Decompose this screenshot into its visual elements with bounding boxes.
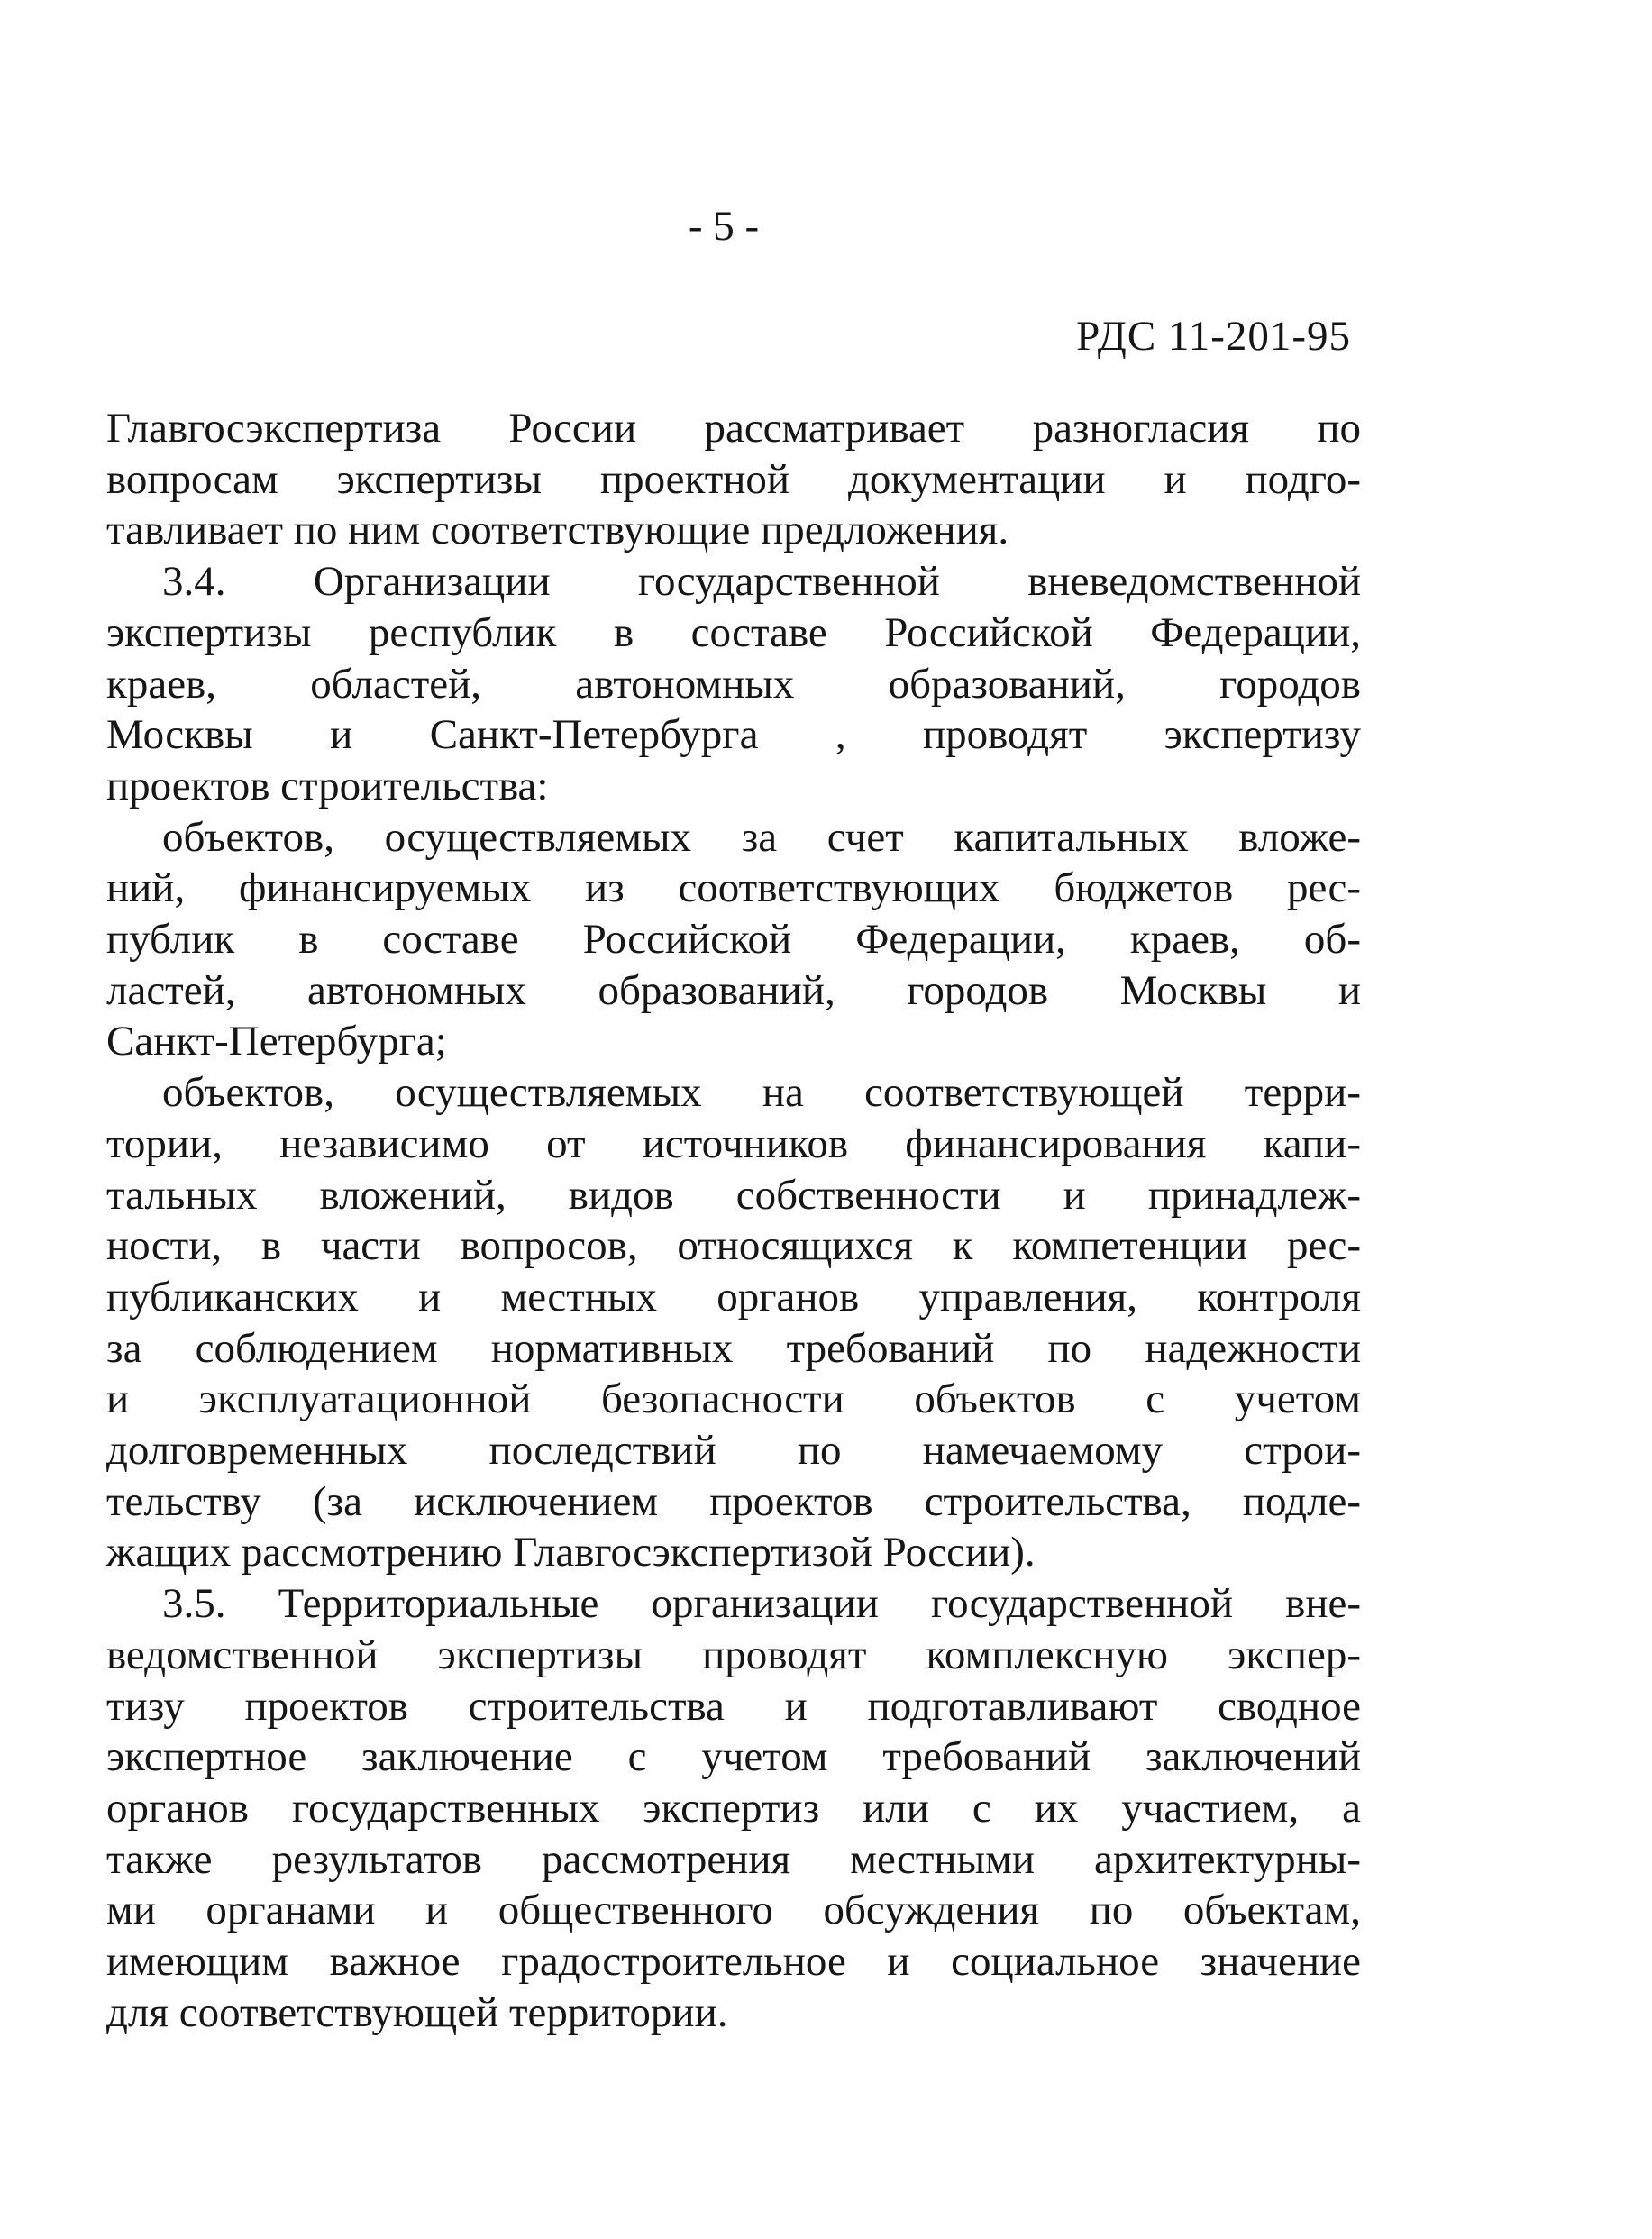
text-line: публик в составе Российской Федерации, краев, об- <box>106 916 1361 964</box>
text-line: Главгосэкспертиза России рассматривает разногласия по <box>106 405 1361 452</box>
text-line: проектов строительства: <box>106 762 549 809</box>
text-line: 3.4. Организации государственной вневедомственной <box>162 558 1361 606</box>
text-line: объектов, осуществляемых за счет капитальных вложе- <box>162 813 1361 861</box>
text-line: тизу проектов строительства и подготавливают сводное <box>106 1682 1361 1730</box>
text-line: Москвы и Санкт-Петербурга , проводят экспертизу <box>106 711 1361 759</box>
text-line: ластей, автономных образований, городов Москвы и <box>106 966 1361 1014</box>
text-line: ности, в части вопросов, относящихся к компетенции рес- <box>106 1222 1361 1270</box>
text-line: публиканских и местных органов управления, контроля <box>106 1273 1361 1321</box>
text-line: экспертизы республик в составе Российской Федерации, <box>106 608 1361 656</box>
text-line: тавливает по ним соответствующие предложения. <box>106 507 1009 554</box>
text-line: ний, финансируемых из соответствующих бюджетов рес- <box>106 864 1361 912</box>
text-line: тельству (за исключением проектов строительства, подле- <box>106 1477 1361 1525</box>
text-line: тории, независимо от источников финансирования капи- <box>106 1120 1361 1167</box>
text-line: также результатов рассмотрения местными архитектурны- <box>106 1835 1361 1883</box>
text-line: долговременных последствий по намечаемому строи- <box>106 1427 1361 1475</box>
document-code: РДС 11-201-95 <box>1076 313 1351 360</box>
text-line: 3.5. Территориальные организации государственной вне- <box>162 1580 1361 1628</box>
page-number: - 5 - <box>688 203 760 250</box>
text-line: и эксплуатационной безопасности объектов с учетом <box>106 1375 1361 1423</box>
text-line: органов государственных экспертиз или с их участием, а <box>106 1784 1361 1832</box>
text-line: экспертное заключение с учетом требований заключений <box>106 1733 1361 1781</box>
text-line: краев, областей, автономных образований, городов <box>106 660 1361 708</box>
text-line: ми органами и общественного обсуждения по объектам, <box>106 1887 1361 1934</box>
text-line: ведомственной экспертизы проводят комплексную экспер- <box>106 1631 1361 1678</box>
text-line: для соответствующей территории. <box>106 1988 728 2036</box>
text-line: вопросам экспертизы проектной документации и подго- <box>106 455 1361 503</box>
text-line: за соблюдением нормативных требований по надежности <box>106 1324 1361 1372</box>
text-line: объектов, осуществляемых на соответствующей терри- <box>162 1069 1361 1117</box>
text-line: имеющим важное градостроительное и социальное значение <box>106 1938 1361 1986</box>
body-text <box>106 403 1361 2039</box>
text-line: тальных вложений, видов собственности и принадлеж- <box>106 1171 1361 1219</box>
text-line: жащих рассмотрению Главгосэкспертизой России). <box>106 1529 1036 1576</box>
text-line: Санкт-Петербурга; <box>106 1018 447 1065</box>
